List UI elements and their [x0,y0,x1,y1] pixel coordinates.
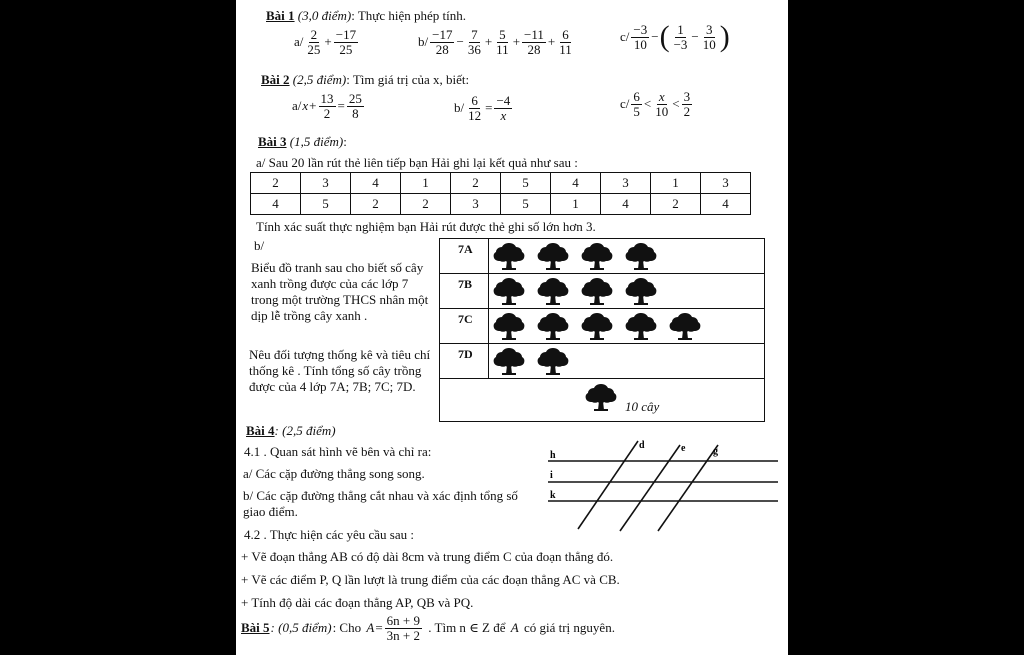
q41b-line1: b/ Các cặp đường thẳng cắt nhau và xác định tổng số [243,488,518,503]
table-row [251,173,751,194]
q41a: a/ Các cặp đường thẳng song song. [243,466,425,481]
label-d: d [639,440,645,451]
legend-text: 10 cây [625,399,660,414]
fraction: $\frac{-17}{25}$ [335,27,357,57]
pictograph-row-7d [440,344,764,379]
tree-icons [492,311,702,341]
bai2-title: Bài 2 [261,72,290,87]
bai3-points: (1,5 điểm) [289,134,344,149]
pictograph-row-7b [440,274,764,309]
table-cell: 5 [501,173,551,194]
label: b/ [418,34,429,50]
fraction: $\frac{2}{25}$ [307,27,321,57]
tree-icon [624,276,658,306]
bai2-instruction: : Tìm giá trị của x, biết: [346,72,470,87]
table-cell: 2 [401,194,451,215]
bai2-heading [261,72,469,88]
line-g [658,445,718,531]
bai4-heading [246,423,336,439]
bai2-a: a/ x + $\frac{13}{2}$ = $\frac{25}{8}$ [292,91,362,121]
label-k: k [550,490,556,501]
label-e: e [681,443,686,454]
tree-icons [492,276,658,306]
q42-item: + Tính độ dài các đoạn thẳng AP, QB và PQ. [241,595,474,610]
card-results-table [250,172,751,215]
bai1-a: a/ $\frac{2}{25}$ + $\frac{-17}{25}$ [294,27,357,57]
exam-page [236,0,788,655]
label: a/ [294,34,304,50]
tree-icons [492,241,658,271]
bai2-points: (2,5 điểm) [292,72,347,87]
table-cell: 4 [551,173,601,194]
bai3-question: Tính xác suất thực nghiệm bạn Hải rút được thẻ ghi số lớn hơn 3. [256,219,596,234]
q41: 4.1 . Quan sát hình vẽ bên và chỉ ra: [244,444,432,459]
fraction: $\frac{6n + 9}{3n + 2}$ [386,613,420,643]
bai5: Bài 5 : (0,5 điểm) : Cho A = $\frac{6n + 9}{3n + 2}$ . Tìm n ∈ Z để A có giá trị nguyên. [241,613,615,643]
tree-icons [492,346,570,376]
class-label: 7A [440,239,489,273]
table-cell: 4 [251,194,301,215]
table-cell: 3 [701,173,751,194]
table-cell: 3 [301,173,351,194]
bai1-heading [266,8,466,24]
label-i: i [550,470,553,481]
bai4-title: Bài 4 [246,423,275,438]
table-cell: 5 [301,194,351,215]
label-g: g [713,446,718,457]
class-label: 7B [440,274,489,308]
q42-item: + Vẽ các điểm P, Q lần lượt là trung điểm của các đoạn thẳng AC và CB. [241,572,620,587]
table-cell: 2 [451,173,501,194]
bai3-b-desc: Biểu đồ tranh sau cho biết số cây xanh trồng được của các lớp 7 trong một trường THCS nhân một dịp lễ trồng cây xanh . [251,260,429,323]
bai1-b: b/ $\frac{-17}{28}$ − $\frac{7}{36}$ + $\frac{5}{11}$ + $\frac{-11}{28}$ + $\frac{6}{11}$ [418,27,572,57]
bai5-points: : (0,5 điểm) [270,620,332,636]
tree-icon [492,276,526,306]
pictograph [439,238,765,422]
table-cell: 3 [451,194,501,215]
tree-icon [492,241,526,271]
bai1-points: (3,0 điểm) [297,8,352,23]
tree-icon [492,346,526,376]
table-cell: 4 [601,194,651,215]
bai5-title: Bài 5 [241,620,270,636]
table-cell: 4 [701,194,751,215]
bai1-title: Bài 1 [266,8,295,23]
q41b-line2: giao điểm. [243,504,298,519]
label: c/ [620,29,630,44]
table-cell: 1 [401,173,451,194]
tree-icon [536,276,570,306]
table-cell: 2 [251,173,301,194]
table-cell: 3 [601,173,651,194]
q42-item: + Vẽ đoạn thẳng AB có độ dài 8cm và trung điểm C của đoạn thẳng đó. [241,549,614,564]
table-cell: 1 [551,194,601,215]
pictograph-row-7a [440,239,764,274]
bai3-title: Bài 3 [258,134,287,149]
bai4-points: : (2,5 điểm) [274,423,336,438]
table-cell: 4 [351,173,401,194]
tree-icon [580,241,614,271]
tree-icon [580,311,614,341]
tree-icon [536,346,570,376]
line-d [578,441,638,529]
q42: 4.2 . Thực hiện các yêu cầu sau : [244,527,414,542]
table-cell: 2 [351,194,401,215]
tree-icon [536,241,570,271]
bai3-a-text: a/ Sau 20 lần rút thẻ liên tiếp bạn Hải ghi lại kết quả như sau : [256,155,578,170]
class-label: 7C [440,309,489,343]
bai3-heading: Bài 3 (1,5 điểm): [258,134,347,149]
tree-icon [624,311,658,341]
line-e [620,445,680,531]
tree-icon [668,311,702,341]
bai2-c: c/ $\frac{6}{5}$ < $\frac{x}{10}$ < $\frac{3}{2}$ [620,89,691,119]
bai1-c: c/ $\frac{-3}{10}$ − ( $\frac{1}{-3}$ − $\frac{3}{10}$ ) [620,20,730,53]
legend-tree-icon [584,382,618,417]
tree-icon [580,276,614,306]
table-cell: 2 [651,194,701,215]
tree-icon [624,241,658,271]
table-cell: 5 [501,194,551,215]
tree-icon [492,311,526,341]
pictograph-row-7c [440,309,764,344]
label-h: h [550,450,556,461]
lines-figure [546,437,782,537]
bai2-b: b/ $\frac{6}{12}$ = $\frac{-4}{x}$ [454,93,511,123]
bai3-b-label: b/ [254,238,265,253]
bai1-instruction: : Thực hiện phép tính. [351,8,466,23]
bai3-b-task: Nêu đối tượng thống kê và tiêu chí thống kê . Tính tổng số cây trồng được của 4 lớp 7A; 7B; 7C; 7D. [249,347,431,394]
class-label: 7D [440,344,489,378]
tree-icon [536,311,570,341]
table-cell: 1 [651,173,701,194]
table-row [251,194,751,215]
